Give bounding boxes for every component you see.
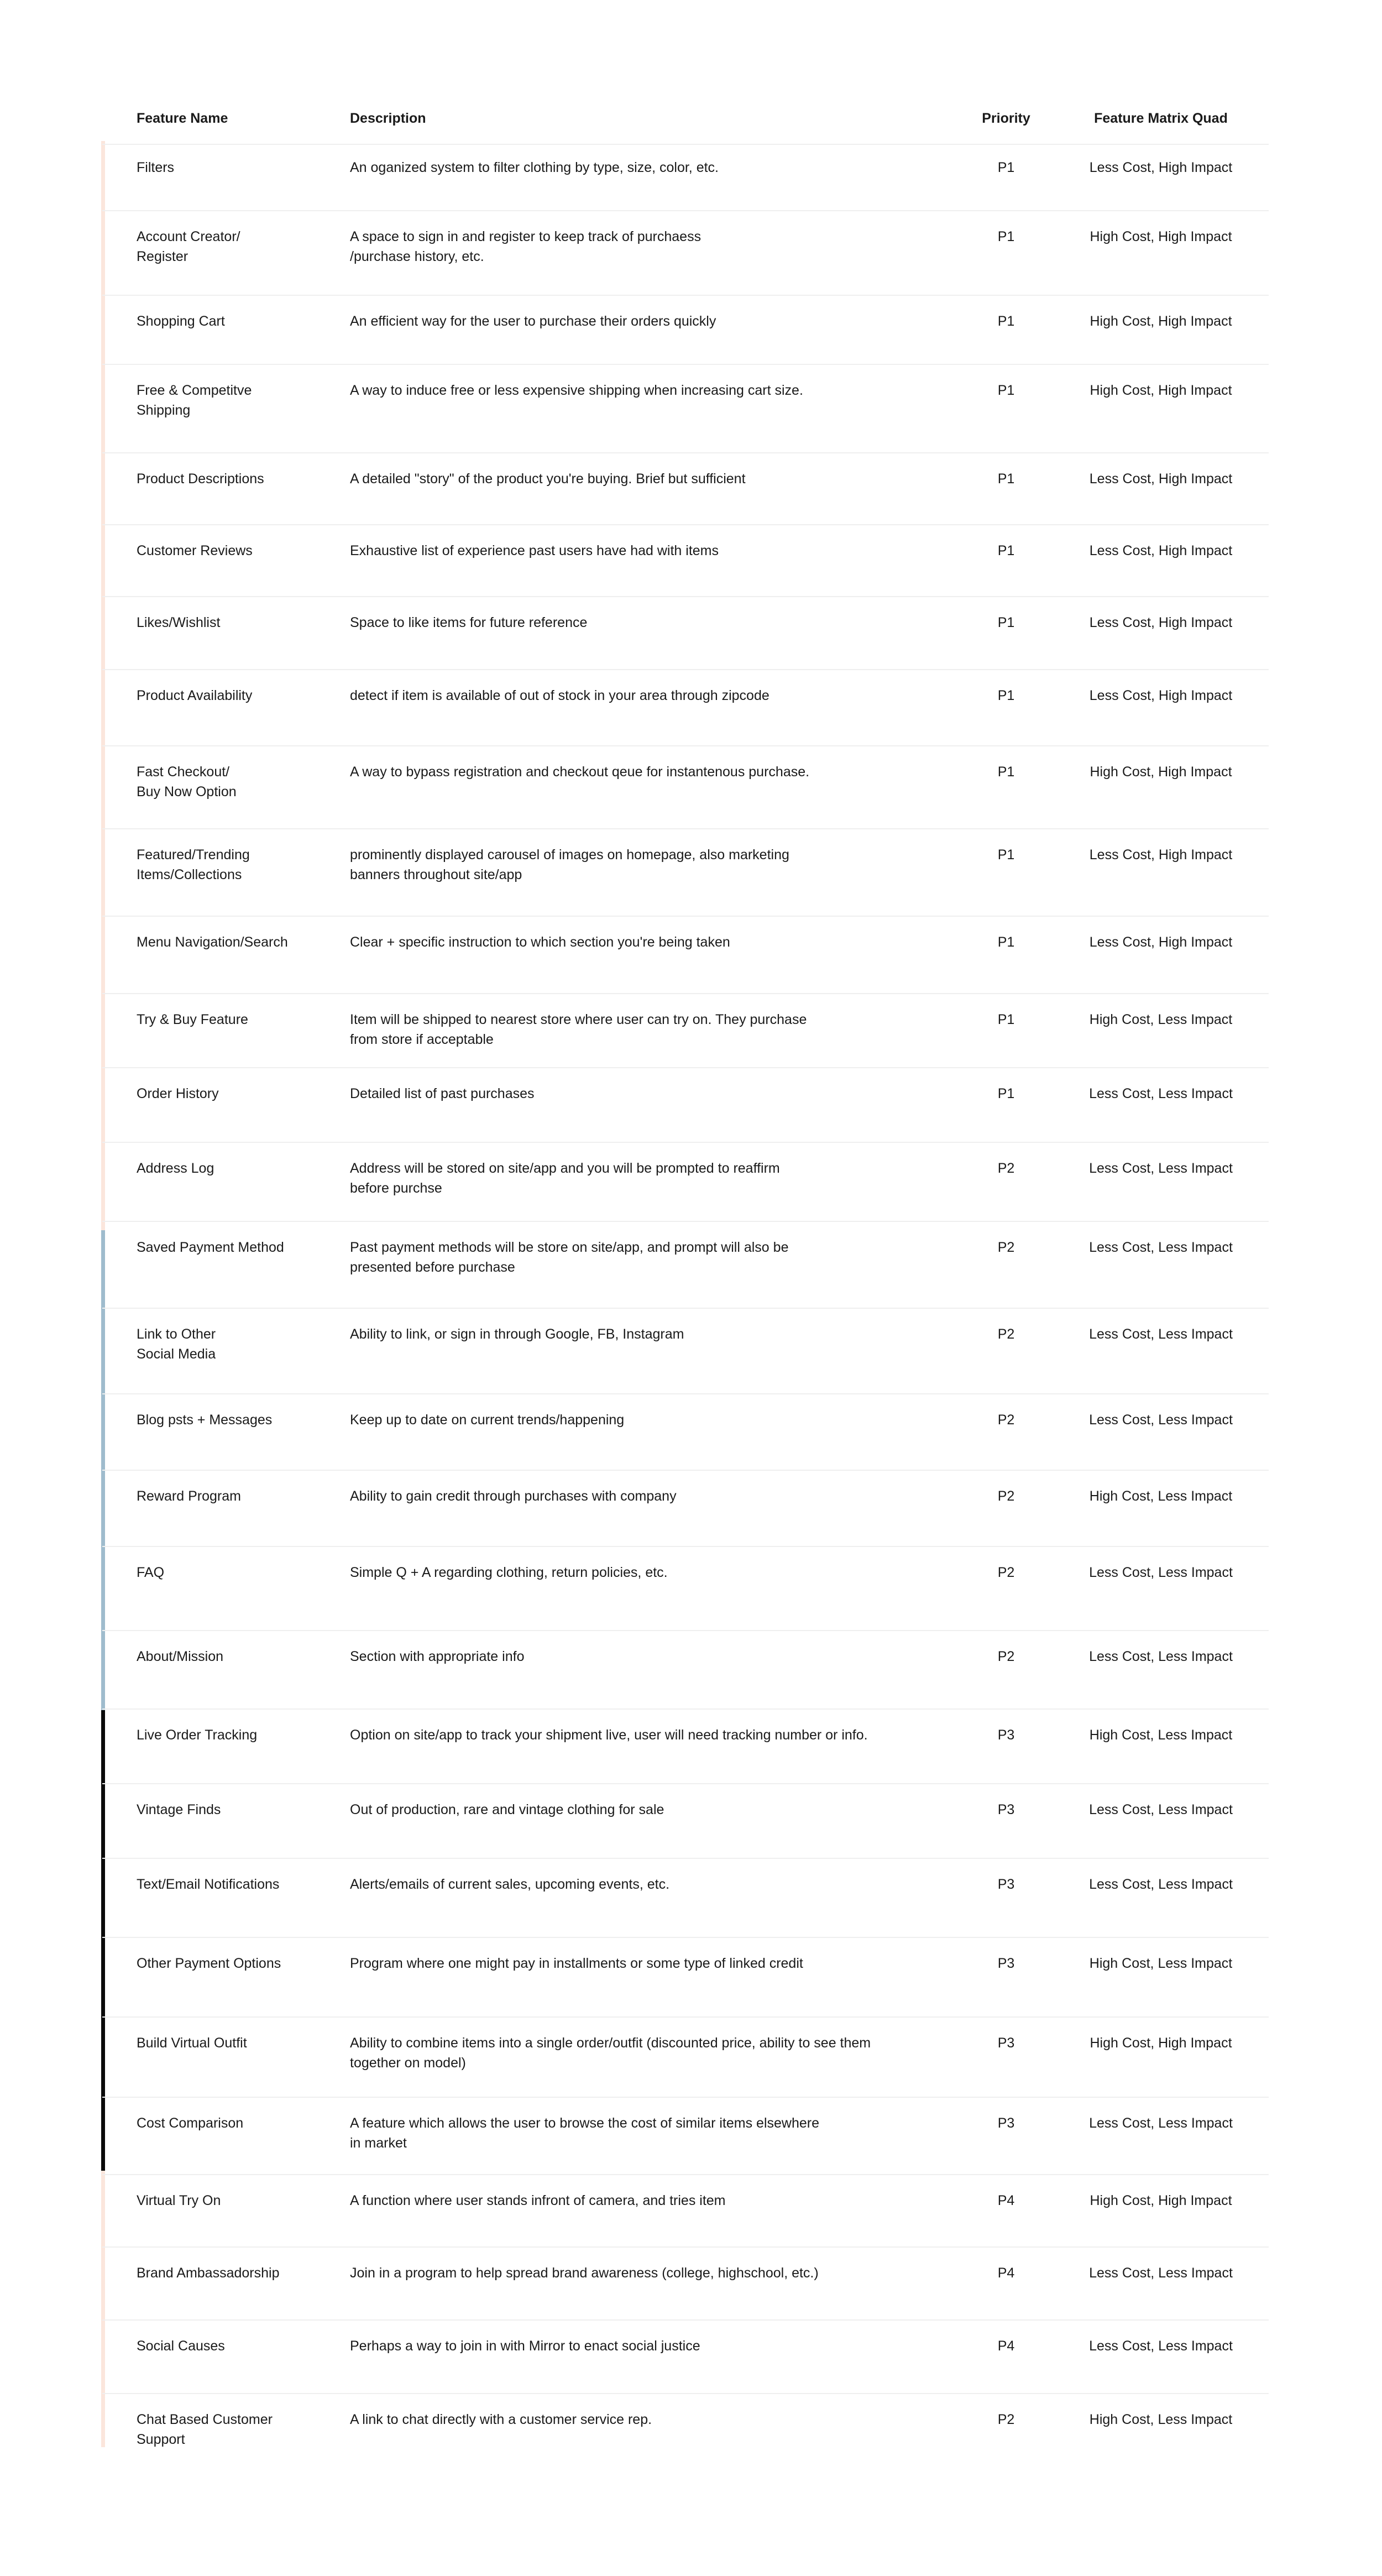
description-cell: prominently displayed carousel of images on homepage, also marketing banners throughout site/app bbox=[350, 847, 789, 882]
feature-name-cell: Product Descriptions bbox=[137, 471, 264, 487]
feature-matrix-quad-cell: Less Cost, Less Impact bbox=[1089, 1086, 1233, 1101]
header-priority: Priority bbox=[982, 111, 1030, 126]
description-cell: An oganized system to filter clothing by type, size, color, etc. bbox=[350, 160, 719, 175]
description-cell: Option on site/app to track your shipment live, user will need tracking number or info. bbox=[350, 1727, 868, 1743]
feature-name-cell: Text/Email Notifications bbox=[137, 1877, 280, 1892]
table-row bbox=[102, 2393, 1269, 2466]
table-row bbox=[102, 1221, 1269, 1309]
feature-name-cell: Saved Payment Method bbox=[137, 1240, 284, 1255]
priority-cell: P1 bbox=[997, 847, 1015, 863]
feature-matrix-quad-cell: Less Cost, Less Impact bbox=[1089, 2115, 1233, 2131]
table-row bbox=[102, 2016, 1269, 2098]
table-row bbox=[102, 828, 1269, 917]
feature-matrix-quad-cell: High Cost, Less Impact bbox=[1089, 1727, 1233, 1743]
feature-name-cell: About/Mission bbox=[137, 1649, 224, 1664]
table-row bbox=[102, 1393, 1269, 1471]
description-cell: Ability to gain credit through purchases with company bbox=[350, 1488, 677, 1504]
table-row bbox=[102, 1308, 1269, 1394]
feature-matrix-quad-cell: Less Cost, Less Impact bbox=[1089, 1649, 1233, 1664]
table-row bbox=[102, 1630, 1269, 1710]
table-row bbox=[102, 141, 1269, 211]
feature-name-cell: Other Payment Options bbox=[137, 1956, 281, 1971]
priority-cell: P1 bbox=[997, 313, 1015, 329]
priority-cell: P3 bbox=[997, 2115, 1015, 2131]
priority-cell: P3 bbox=[997, 1727, 1015, 1743]
priority-cell: P3 bbox=[997, 1877, 1015, 1892]
feature-name-cell: Likes/Wishlist bbox=[137, 615, 221, 630]
priority-cell: P2 bbox=[997, 1412, 1015, 1428]
priority-cell: P3 bbox=[997, 1956, 1015, 1971]
feature-matrix-quad-cell: High Cost, High Impact bbox=[1090, 2035, 1232, 2051]
feature-name-cell: Blog psts + Messages bbox=[137, 1412, 273, 1428]
feature-name-cell: Social Causes bbox=[137, 2338, 225, 2354]
feature-name-cell: Vintage Finds bbox=[137, 1802, 221, 1817]
priority-cell: P3 bbox=[997, 2035, 1015, 2051]
feature-name-cell: FAQ bbox=[137, 1565, 165, 1580]
description-cell: Ability to link, or sign in through Google, FB, Instagram bbox=[350, 1326, 684, 1342]
feature-name-cell: Virtual Try On bbox=[137, 2193, 221, 2208]
description-cell: A link to chat directly with a customer service rep. bbox=[350, 2412, 652, 2427]
priority-cell: P1 bbox=[997, 229, 1015, 244]
priority-cell: P1 bbox=[997, 543, 1015, 558]
priority-cell: P2 bbox=[997, 1240, 1015, 1255]
priority-cell: P1 bbox=[997, 688, 1015, 703]
header-description: Description bbox=[350, 111, 426, 126]
table-row bbox=[102, 295, 1269, 365]
feature-matrix-quad-cell: High Cost, Less Impact bbox=[1089, 2412, 1233, 2427]
priority-cell: P2 bbox=[997, 1649, 1015, 1664]
feature-name-cell: Shopping Cart bbox=[137, 313, 225, 329]
description-cell: An efficient way for the user to purchase their orders quickly bbox=[350, 313, 716, 329]
table-row bbox=[102, 364, 1269, 453]
description-cell: Address will be stored on site/app and you will be prompted to reaffirm before purchse bbox=[350, 1161, 780, 1196]
description-cell: Join in a program to help spread brand awareness (college, highschool, etc.) bbox=[350, 2265, 819, 2281]
description-cell: A space to sign in and register to keep track of purchaess /purchase history, etc. bbox=[350, 229, 702, 264]
feature-matrix-quad-cell: High Cost, Less Impact bbox=[1089, 1488, 1233, 1504]
description-cell: Past payment methods will be store on site/app, and prompt will also be presented before purchase bbox=[350, 1240, 789, 1275]
table-row bbox=[102, 1858, 1269, 1938]
description-cell: Detailed list of past purchases bbox=[350, 1086, 535, 1101]
feature-matrix-quad-cell: High Cost, High Impact bbox=[1090, 229, 1232, 244]
description-cell: Perhaps a way to join in with Mirror to enact social justice bbox=[350, 2338, 700, 2354]
feature-matrix-quad-cell: Less Cost, High Impact bbox=[1089, 688, 1233, 703]
description-cell: Keep up to date on current trends/happening bbox=[350, 1412, 625, 1428]
feature-matrix-quad-cell: Less Cost, Less Impact bbox=[1089, 1412, 1233, 1428]
priority-cell: P1 bbox=[997, 615, 1015, 630]
table-row bbox=[102, 2174, 1269, 2248]
priority-cell: P4 bbox=[997, 2338, 1015, 2354]
priority-cell: P2 bbox=[997, 1326, 1015, 1342]
feature-matrix-quad-cell: Less Cost, High Impact bbox=[1089, 160, 1233, 175]
feature-matrix-quad-cell: Less Cost, Less Impact bbox=[1089, 2338, 1233, 2354]
table-row bbox=[102, 1546, 1269, 1631]
table-row bbox=[102, 1142, 1269, 1222]
table-row bbox=[102, 2319, 1269, 2394]
priority-cell: P1 bbox=[997, 160, 1015, 175]
feature-name-cell: Link to Other Social Media bbox=[137, 1326, 216, 1362]
table-row bbox=[102, 524, 1269, 597]
priority-cell: P2 bbox=[997, 2412, 1015, 2427]
feature-matrix-quad-cell: High Cost, High Impact bbox=[1090, 313, 1232, 329]
description-cell: detect if item is available of out of stock in your area through zipcode bbox=[350, 688, 769, 703]
feature-name-cell: Customer Reviews bbox=[137, 543, 253, 558]
description-cell: A feature which allows the user to browse the cost of similar items elsewhere in market bbox=[350, 2115, 819, 2151]
table-row bbox=[102, 2246, 1269, 2321]
feature-matrix-quad-cell: Less Cost, High Impact bbox=[1089, 847, 1233, 863]
description-cell: A function where user stands infront of camera, and tries item bbox=[350, 2193, 726, 2208]
header-feature-matrix-quad: Feature Matrix Quad bbox=[1094, 111, 1228, 126]
description-cell: A way to induce free or less expensive shipping when increasing cart size. bbox=[350, 383, 803, 398]
feature-name-cell: Menu Navigation/Search bbox=[137, 934, 288, 950]
description-cell: A way to bypass registration and checkout qeue for instantenous purchase. bbox=[350, 764, 810, 780]
table-row bbox=[102, 452, 1269, 525]
description-cell: Exhaustive list of experience past users have had with items bbox=[350, 543, 719, 558]
header-feature-name: Feature Name bbox=[137, 111, 228, 126]
feature-matrix-quad-cell: Less Cost, Less Impact bbox=[1089, 1326, 1233, 1342]
feature-name-cell: Fast Checkout/ Buy Now Option bbox=[137, 764, 237, 800]
table-row bbox=[102, 210, 1269, 296]
table-row bbox=[102, 1708, 1269, 1784]
description-cell: Clear + specific instruction to which section you're being taken bbox=[350, 934, 730, 950]
feature-name-cell: Featured/Trending Items/Collections bbox=[137, 847, 250, 882]
table-row bbox=[102, 2097, 1269, 2175]
feature-name-cell: Live Order Tracking bbox=[137, 1727, 258, 1743]
description-cell: Space to like items for future reference bbox=[350, 615, 588, 630]
feature-matrix-quad-cell: High Cost, Less Impact bbox=[1089, 1012, 1233, 1027]
description-cell: Out of production, rare and vintage clothing for sale bbox=[350, 1802, 664, 1817]
priority-cell: P1 bbox=[997, 471, 1015, 487]
priority-cell: P2 bbox=[997, 1488, 1015, 1504]
priority-cell: P1 bbox=[997, 1086, 1015, 1101]
feature-name-cell: Reward Program bbox=[137, 1488, 241, 1504]
feature-matrix-quad-cell: Less Cost, Less Impact bbox=[1089, 2265, 1233, 2281]
description-cell: Ability to combine items into a single order/outfit (discounted price, ability to see them together on model) bbox=[350, 2035, 871, 2071]
feature-name-cell: Free & Competitve Shipping bbox=[137, 383, 252, 418]
feature-name-cell: Cost Comparison bbox=[137, 2115, 244, 2131]
table-row bbox=[102, 745, 1269, 829]
table-row bbox=[102, 1470, 1269, 1547]
feature-matrix-quad-cell: High Cost, High Impact bbox=[1090, 2193, 1232, 2208]
feature-name-cell: Product Availability bbox=[137, 688, 253, 703]
feature-matrix-quad-cell: Less Cost, Less Impact bbox=[1089, 1161, 1233, 1176]
description-cell: Item will be shipped to nearest store where user can try on. They purchase from store if acceptable bbox=[350, 1012, 807, 1047]
feature-name-cell: Brand Ambassadorship bbox=[137, 2265, 280, 2281]
priority-cell: P4 bbox=[997, 2193, 1015, 2208]
feature-name-cell: Account Creator/ Register bbox=[137, 229, 240, 264]
feature-matrix-quad-cell: Less Cost, High Impact bbox=[1089, 615, 1233, 630]
priority-cell: P1 bbox=[997, 764, 1015, 780]
feature-name-cell: Try & Buy Feature bbox=[137, 1012, 248, 1027]
feature-name-cell: Address Log bbox=[137, 1161, 214, 1176]
feature-name-cell: Filters bbox=[137, 160, 175, 175]
priority-cell: P2 bbox=[997, 1161, 1015, 1176]
feature-matrix-quad-cell: Less Cost, Less Impact bbox=[1089, 1802, 1233, 1817]
description-cell: A detailed "story" of the product you're buying. Brief but sufficient bbox=[350, 471, 746, 487]
priority-cell: P1 bbox=[997, 1012, 1015, 1027]
feature-matrix-quad-cell: High Cost, High Impact bbox=[1090, 383, 1232, 398]
table-row bbox=[102, 1067, 1269, 1143]
feature-name-cell: Build Virtual Outfit bbox=[137, 2035, 247, 2051]
table-row bbox=[102, 993, 1269, 1068]
feature-matrix-quad-cell: Less Cost, High Impact bbox=[1089, 543, 1233, 558]
feature-name-cell: Order History bbox=[137, 1086, 219, 1101]
feature-matrix-quad-cell: Less Cost, Less Impact bbox=[1089, 1877, 1233, 1892]
feature-name-cell: Chat Based Customer Support bbox=[137, 2412, 273, 2447]
table-row bbox=[102, 916, 1269, 994]
feature-matrix-quad-cell: Less Cost, High Impact bbox=[1089, 934, 1233, 950]
table-header bbox=[102, 94, 1269, 145]
priority-cell: P1 bbox=[997, 934, 1015, 950]
description-cell: Program where one might pay in installments or some type of linked credit bbox=[350, 1956, 803, 1971]
feature-matrix-quad-cell: Less Cost, Less Impact bbox=[1089, 1565, 1233, 1580]
description-cell: Simple Q + A regarding clothing, return policies, etc. bbox=[350, 1565, 668, 1580]
table-row bbox=[102, 669, 1269, 746]
table-row bbox=[102, 1783, 1269, 1859]
feature-matrix-quad-cell: High Cost, Less Impact bbox=[1089, 1956, 1233, 1971]
feature-matrix-quad-cell: High Cost, High Impact bbox=[1090, 764, 1232, 780]
priority-cell: P1 bbox=[997, 383, 1015, 398]
table-row bbox=[102, 596, 1269, 670]
priority-cell: P4 bbox=[997, 2265, 1015, 2281]
priority-cell: P3 bbox=[997, 1802, 1015, 1817]
description-cell: Alerts/emails of current sales, upcoming events, etc. bbox=[350, 1877, 670, 1892]
table-row bbox=[102, 1937, 1269, 2018]
description-cell: Section with appropriate info bbox=[350, 1649, 525, 1664]
feature-matrix-quad-cell: Less Cost, Less Impact bbox=[1089, 1240, 1233, 1255]
feature-matrix-quad-cell: Less Cost, High Impact bbox=[1089, 471, 1233, 487]
priority-cell: P2 bbox=[997, 1565, 1015, 1580]
